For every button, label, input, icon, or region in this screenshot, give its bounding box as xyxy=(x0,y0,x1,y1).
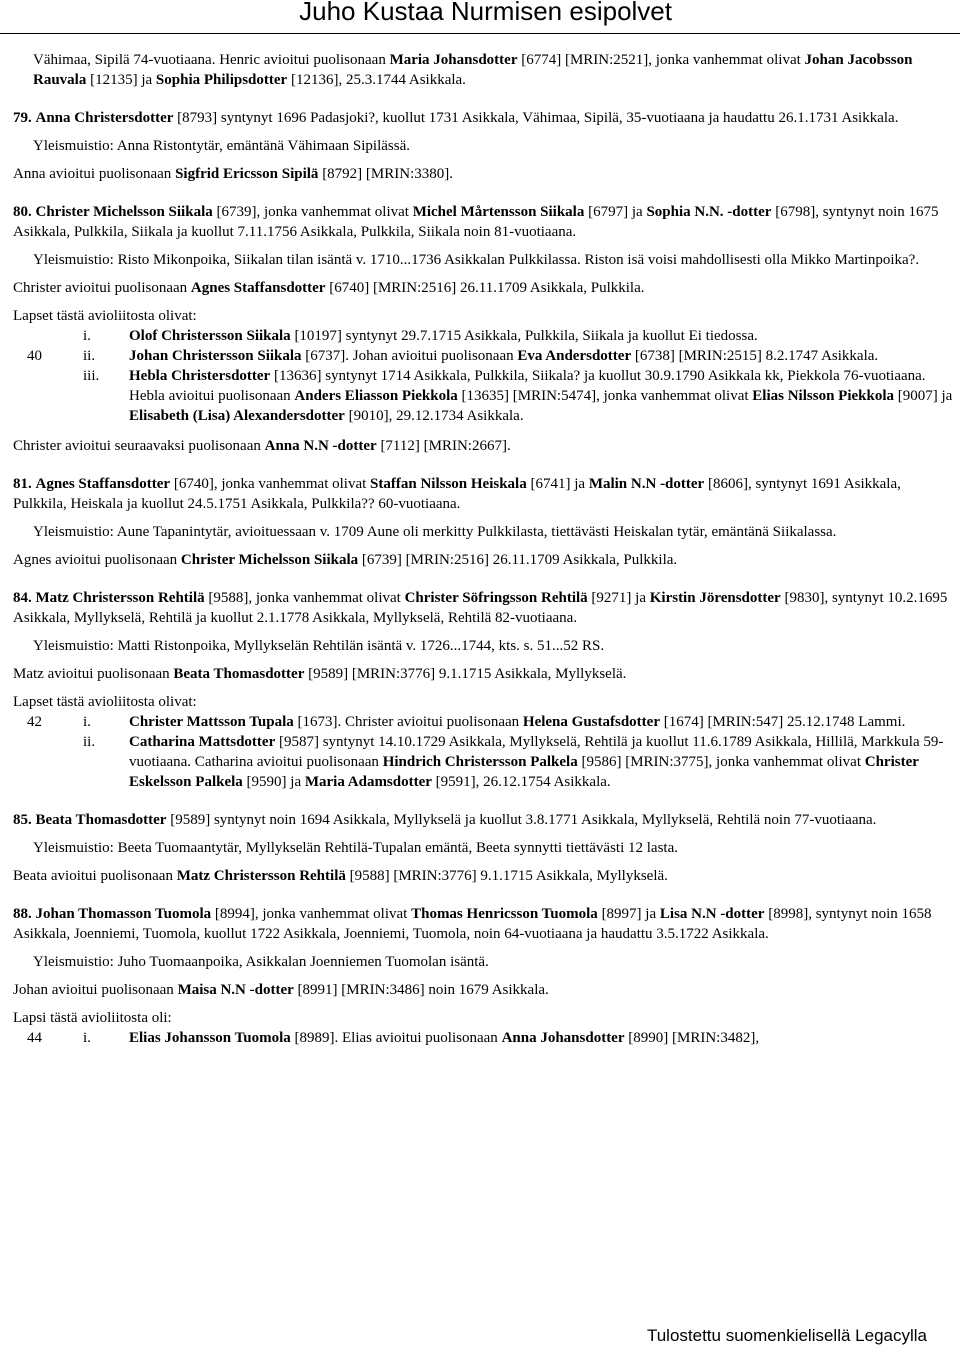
entry-81: 81. Agnes Staffansdotter [6740], jonka vanhemmat olivat Staffan Nilsson Heiskala [6741] ja Malin N.N -dotter [8606], syntynyt 1691 Asikkala, Pulkkila, Heiskala ja kuollut 24.5.1751 Asikkala, Pulkkila?? 60-vuotiaana. xyxy=(13,476,901,512)
entry-80: 80. Christer Michelsson Siikala [6739], jonka vanhemmat olivat Michel Mårtensson Siikala [6797] ja Sophia N.N. -dotter [6798], syntynyt noin 1675 Asikkala, Pulkkila, Siikala ja kuollut 7.11.1756 Asikkala, Pulkkila, Siikala noin 81-vuotiaana. xyxy=(13,204,939,240)
children-list xyxy=(13,326,953,426)
child-item: 44 i. Elias Johansson Tuomola [8989]. Elias avioitui puolisonaan Anna Johansdotter [8990] [MRIN:3482], xyxy=(27,1030,760,1046)
entry-84-marriage: Matz avioitui puolisonaan Beata Thomasdotter [9589] [MRIN:3776] 9.1.1715 Asikkala, Myllykselä. xyxy=(13,666,627,682)
children-label: Lapsi tästä avioliitosta oli: xyxy=(13,1010,172,1026)
entry-number: 81. xyxy=(13,476,32,492)
entry-85-marriage: Beata avioitui puolisonaan Matz Christersson Rehtilä [9588] [MRIN:3776] 9.1.1715 Asikkala, Myllykselä. xyxy=(13,868,668,884)
children-label: Lapset tästä avioliitosta olivat: xyxy=(13,694,197,710)
header-divider xyxy=(0,33,960,34)
entry-number: 88. xyxy=(13,906,32,922)
person-name: Johan Thomasson Tuomola xyxy=(35,906,212,922)
entry-85: 85. Beata Thomasdotter [9589] syntynyt noin 1694 Asikkala, Myllykselä ja kuollut 3.8.1771 Asikkala, Myllykselä, Rehtilä noin 77-vuotiaana. xyxy=(13,812,877,828)
entry-88-note: Yleismuistio: Juho Tuomaanpoika, Asikkalan Joenniemen Tuomolan isäntä. xyxy=(33,954,489,970)
entry-79: 79. Anna Christersdotter [8793] syntynyt 1696 Padasjoki?, kuollut 1731 Asikkala, Vähimaa, Sipilä, 35-vuotiaana ja haudattu 26.1.1731 Asikkala. xyxy=(13,110,899,126)
child-item: 42 i. Christer Mattsson Tupala [1673]. Christer avioitui puolisonaan Helena Gustafsdotter [1674] [MRIN:547] 25.12.1748 Lammi. xyxy=(27,714,906,730)
entry-number: 85. xyxy=(13,812,32,828)
entry-number: 84. xyxy=(13,590,32,606)
child-item: ii. Catharina Mattsdotter [9587] syntynyt 14.10.1729 Asikkala, Myllykselä, Rehtilä ja kuollut 11.6.1789 Asikkala, Hillilä, Markkula 59-vuotiaana. Catharina avioitui puolisonaan Hindrich Christersson Palkela [9586] [MRIN:3775], jonka vanhemmat olivat Christer Eskelsson Palkela [9590] ja Maria Adamsdotter [9591], 26.12.1754 Asikkala. xyxy=(83,734,944,790)
children-label: Lapset tästä avioliitosta olivat: xyxy=(13,308,197,324)
person-name: Matz Christersson Rehtilä xyxy=(35,590,205,606)
person-name: Beata Thomasdotter xyxy=(35,812,167,828)
entry-81-note: Yleismuistio: Aune Tapanintytär, avioituessaan v. 1709 Aune oli merkitty Pulkkilasta, tiettävästi Heiskalan tytär, emäntänä Siikalassa. xyxy=(33,524,837,540)
entry-80-second-marriage: Christer avioitui seuraavaksi puolisonaan Anna N.N -dotter [7112] [MRIN:2667]. xyxy=(13,438,511,454)
page-header-title: Juho Kustaa Nurmisen esipolvet xyxy=(299,0,672,26)
entry-79-marriage: Anna avioitui puolisonaan Sigfrid Ericsson Sipilä [8792] [MRIN:3380]. xyxy=(13,166,454,182)
entry-number: 80. xyxy=(13,204,32,220)
page-footer: Tulostettu suomenkielisellä Legacylla xyxy=(646,1326,927,1345)
child-item: 40 ii. Johan Christersson Siikala [6737]. Johan avioitui puolisonaan Eva Andersdotter [6738] [MRIN:2515] 8.2.1747 Asikkala. xyxy=(27,348,879,364)
person-name: Agnes Staffansdotter xyxy=(35,476,171,492)
entry-84: 84. Matz Christersson Rehtilä [9588], jonka vanhemmat olivat Christer Söfringsson Rehtilä [9271] ja Kirstin Jörensdotter [9830], syntynyt 10.2.1695 Asikkala, Myllykselä, Rehtilä ja kuollut 2.1.1778 Asikkala, Myllykselä, Rehtilä 82-vuotiaana. xyxy=(13,590,948,626)
entry-85-note: Yleismuistio: Beeta Tuomaantytär, Myllykselän Rehtilä-Tupalan emäntä, Beeta synnytti tiettävästi 12 lasta. xyxy=(33,840,678,856)
entry-80-note: Yleismuistio: Risto Mikonpoika, Siikalan tilan isäntä v. 1710...1736 Asikkalan Pulkkilassa. Riston isä voisi mahdollisesti olla Mikko Martinpoika?. xyxy=(33,252,920,268)
person-name: Christer Michelsson Siikala xyxy=(35,204,213,220)
entry-79-note: Yleismuistio: Anna Ristontytär, emäntänä Vähimaan Sipilässä. xyxy=(33,138,410,154)
entry-84-note: Yleismuistio: Matti Ristonpoika, Myllykselän Rehtilän isäntä v. 1726...1744, kts. s. 51...52 RS. xyxy=(33,638,605,654)
document-body xyxy=(13,50,953,1048)
child-item: iii. Hebla Christersdotter [13636] syntynyt 1714 Asikkala, Pulkkila, Siikala? ja kuollut 30.9.1790 Asikkala kk, Piekkola 76-vuotiaana. Hebla avioitui puolisonaan Anders Eliasson Piekkola [13635] [MRIN:5474], jonka vanhemmat olivat Elias Nilsson Piekkola [9007] ja Elisabeth (Lisa) Alexandersdotter [9010], 29.12.1734 Asikkala. xyxy=(83,368,953,424)
children-list xyxy=(13,712,953,792)
entry-number: 79. xyxy=(13,110,32,126)
entry-81-marriage: Agnes avioitui puolisonaan Christer Michelsson Siikala [6739] [MRIN:2516] 26.11.1709 Asikkala, Pulkkila. xyxy=(13,552,678,568)
continuation-paragraph: Vähimaa, Sipilä 74-vuotiaana. Henric avioitui puolisonaan Maria Johansdotter [6774] [MRIN:2521], jonka vanhemmat olivat Johan Jacobsson Rauvala [12135] ja Sophia Philipsdotter [12136], 25.3.1744 Asikkala. xyxy=(33,52,913,88)
children-list xyxy=(13,1028,953,1048)
child-item: i. Olof Christersson Siikala [10197] syntynyt 29.7.1715 Asikkala, Pulkkila, Siikala ja kuollut Ei tiedossa. xyxy=(83,328,758,344)
entry-88: 88. Johan Thomasson Tuomola [8994], jonka vanhemmat olivat Thomas Henricsson Tuomola [8997] ja Lisa N.N -dotter [8998], syntynyt noin 1658 Asikkala, Joenniemi, Tuomola, kuollut 1722 Asikkala, Joenniemi, Tuomola, noin 64-vuotiaana ja haudattu 3.5.1722 Asikkala. xyxy=(13,906,932,942)
person-name: Anna Christersdotter xyxy=(35,110,174,126)
entry-80-marriage: Christer avioitui puolisonaan Agnes Staffansdotter [6740] [MRIN:2516] 26.11.1709 Asikkala, Pulkkila. xyxy=(13,280,645,296)
entry-88-marriage: Johan avioitui puolisonaan Maisa N.N -dotter [8991] [MRIN:3486] noin 1679 Asikkala. xyxy=(13,982,549,998)
